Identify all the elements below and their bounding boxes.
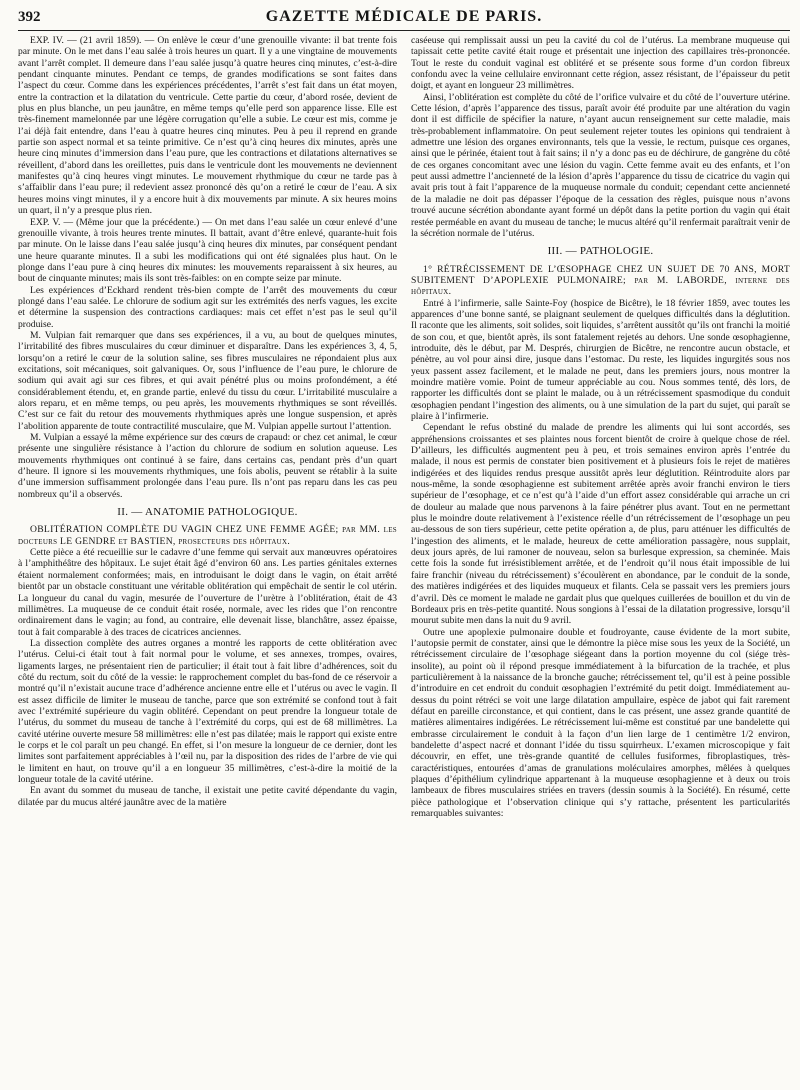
page-number: 392: [18, 9, 41, 25]
paragraph: M. Vulpian a essayé la même expérience sur des cœurs de crapaud: or chez cet animal, le cœur présente une singulière résistance à l’action du chlorure de sodium en solution aqueuse. Les mouvements rhythmiques ont continué à se faire, dans certains cas, pendant près d’un quart d’heure. Il ignore si les mouvements rhythmiques, une fois abolis, peuvent se rétablir à la suite d’une immersion suffisamment prolongée dans l’eau pure. Ils n’ont pas reparu dans les cas peu nombreux qu’il a observés.: [18, 432, 397, 500]
paragraph: Cependant le refus obstiné du malade de prendre les aliments qui lui sont accordés, ses appréhensions croissantes et ses plaintes nous forcent bientôt de croire à quelque chose de réel. D’ailleurs, les difficultés augmentent peu à peu, et trois semaines environ après l’entrée du malade, il nous est permis de constater bien positivement et à plusieurs fois le rejet de matières indigérées et des liquides rendus presque aussitôt après leur déglutition. Réintroduite alors par nous-même, la sonde œsophagienne est subitement arrêtée après avoir franchi environ le tiers supérieur de l’œsophage, et ce n’est qu’à l’aide d’un effort assez considérable qui arrache un cri de douleur au malade que nous parvenons à la faire pénétrer plus avant. Tout en ne permettant plus le moindre doute relativement à l’existence réelle d’un rétrécissement de l’œsophage un peu au-dessous de son tiers supérieur, cette petite opération a, de plus, paru atténuer les difficultés de l’ingestion des aliments, et le malade, heureux de cette amélioration passagère, nous supplait, deux jours après, de lui ramoner de nouveau, selon sa burlesque expression, sa cheminée. Mais cette fois la sonde fut irrésistiblement arrêtée, et de l’endroit qu’il nous était impossible de lui faire franchir (niveau du rétrécissement) s’écoulèrent en abondance, par le conduit de la sonde, des matières indigérées et des liquides muqueux et filants. Cela se passait vers les premiers jours d’avril. Dès ce moment le malade ne gardait plus que quelques cuillerées de bouillon et du vin de Bordeaux pris en très-petite quantité. Nous songions à l’essai de la dilatation progressive, lorsqu’il mourut subite men dans la nuit du 9 avril.: [411, 422, 790, 627]
left-column: [18, 35, 397, 819]
paragraph: caséeuse qui remplissait aussi un peu la cavité du col de l’utérus. La membrane muqueuse qui tapissait cette petite cavité était rouge et présentait une injection des capillaires très-prononcée. Tout le reste du conduit vaginal est oblitéré et se présente sous forme d’un cordon fibreux confondu avec la veine cellulaire environnant cette région, assez résistant, de l’épaisseur du petit doigt, et ayant en longueur 23 millimètres.: [411, 35, 790, 92]
paragraph: Les expériences d’Eckhard rendent très-bien compte de l’arrêt des mouvements du cœur plongé dans l’eau salée. Le chlorure de sodium agit sur les extrémités des nerfs vagues, les excite et détermine la suspension des contractions cardiaques: mais cet effet n’est pas le seul qu’il produise.: [18, 284, 397, 330]
columns: [18, 35, 790, 819]
paragraph: Entré à l’infirmerie, salle Sainte-Foy (hospice de Bicêtre), le 18 février 1859, avec toutes les apparences d’une bonne santé, se plaignant seulement de quelques difficultés dans la déglutition. Il raconte que les aliments, soit solides, soit liquides, s’arrêtent aussitôt qu’ils ont franchi la moitié de son cou, et que, bientôt après, ils sont fatalement rejetés au dehors. Une sonde œsophagienne, introduite, dès le début, par M. Després, chirurgien de Bicêtre, ne rencontre aucun obstacle, et pénètre, au vol pour ainsi dire, jusque dans l’estomac. Du reste, les liquides ingurgités sous nos yeux passent assez facilement, et le malade ne peut, dans les premiers jours, nous montrer la moindre matière vomie. Point de tumeur appréciable au cou. Nous sommes tenté, dès lors, de rapporter les difficultés dont se plaint le malade, ou à un rétrécissement spasmodique du conduit œsophagien pendant l’ingestion des aliments, ou à une simulation de la part du sujet, qui paraît se plaire à l’infirmerie.: [411, 297, 790, 422]
article-title: OBLITÉRATION COMPLÈTE DU VAGIN CHEZ UNE FEMME AGÉE; par MM. les docteurs LE GENDRE et BASTIEN, prosecteurs des hôpitaux.: [18, 524, 397, 547]
paragraph: Outre une apoplexie pulmonaire double et foudroyante, cause évidente de la mort subite, l’autopsie permit de constater, ainsi que le démontre la pièce mise sous les yeux de la Société, un rétrécissement circulaire de l’œsophage siégeant dans la portion moyenne du col (siége très-insolite), au point où il répond presque immédiatement à la bifurcation de la trachée, et plus particulièrement à la naissance de la bronche gauche; rétrécissement tel, qu’il est à peine possible d’introduire en cet endroit du conduit œsophagien l’extrémité du petit doigt. Immédiatement au-dessus du point rétréci se voit une large dilatation ampullaire, espèce de jabot qui fait rarement défaut en pareille circonstance, et qui contient, dans le cas présent, une assez grande quantité de matières alimentaires indigérées. Le rétrécissement lui-même est constitué par une bandelette qui embrasse circulairement le conduit à la façon d’un lien large de 1 centimètre 1/2 environ, bandelette d’aspect nacré et donnant l’idée du tissu squirrheux. L’examen microscopique y fait découvrir, en effet, une très-grande quantité de cellules fusiformes, fibroplastiques, très-caractéristiques, entourées d’amas de granulations moléculaires amorphes, mêlées à quelques plaques d’épithélium cylindrique appartenant à la muqueuse œsophagienne et à deux ou trois lambeaux de fibres musculaires striées en travers (dessin soumis à la Société). En résumé, cette pièce pathologique et l’observation clinique qui s’y rattache, présentent les particularités remarquables suivantes:: [411, 626, 790, 820]
section-heading: II. — ANATOMIE PATHOLOGIQUE.: [117, 506, 298, 519]
paragraph: M. Vulpian fait remarquer que dans ses expériences, il a vu, au bout de quelques minutes, l’irritabilité des fibres musculaires du cœur diminuer et disparaître. Dans les expériences 3, 4, 5, lorsqu’on a retiré le cœur de la solution saline, ses fibres musculaires ne répondaient plus aux excitations, soit mécaniques, soit galvaniques. Or, sous l’influence de l’eau pure, le chlorure de sodium qui avait agi sur ces fibres, et qui avait pénétré plus ou moins profondément, a été considérablement étendu, et, en grande partie, enlevé du tissu du cœur. L’irritabilité musculaire a alors reparu, et en même temps, ou peu après, les mouvements rhythmiques se sont réveillés. C’est sur ce fait du retour des mouvements rhythmiques après une longue suspension, et après l’abolition apparente de toute contractilité musculaire, que M. Vulpian appelle surtout l’attention.: [18, 329, 397, 432]
paragraph: Ainsi, l’oblitération est complète du côté de l’orifice vulvaire et du côté de l’ouverture utérine. Cette lésion, d’après l’apparence des tissus, paraît avoir été produite par une altération du vagin dont il est difficile de spécifier la nature, n’ayant aucun renseignement sur cette maladie, mais très-probablement inflammatoire. On peut seulement rejeter toutes les opinions qui tendraient à admettre une lésion des organes environnants, tels que la vessie, le rectum, puisque ces organes, ainsi que le périnée, étaient tout à fait sains; il n’y a donc pas eu de déchirure, de gangrène du côté de ces organes concomitant avec une lésion du vagin. Cette femme avait eu des enfants, et l’on peut aussi admettre l’ancienneté de la lésion d’après l’apparence du tissu de cicatrice du vagin qui avait pris tout à fait l’apparence de la muqueuse normale du conduit; cependant cette ancienneté de la maladie ne doit pas dépasser l’époque de la cessation des règles, puisque nous n’avons trouvé aucune sécrétion abondante ayant formé un dépôt dans la petite portion du vagin qui était restée perméable en avant du museau de tanche; le mucus altéré qu’il renfermait paraîtrait venir de la sécrétion normale de l’utérus.: [411, 91, 790, 239]
article-title: 1° RÉTRÉCISSEMENT DE L’ŒSOPHAGE CHEZ UN SUJET DE 70 ANS, MORT SUBITEMENT D’APOPLEXIE PULMONAIRE; par M. LABORDE, interne des hôpitaux.: [411, 263, 790, 298]
journal-title: GAZETTE MÉDICALE DE PARIS.: [265, 8, 543, 25]
right-column: [411, 35, 790, 819]
paragraph: EXP. IV. — (21 avril 1859). — On enlève le cœur d’une grenouille vivante: il bat trente fois par minute. On le met dans l’eau salée à trois heures un quart. Il y a une vingtaine de mouvements avant l’arrêt complet. Il demeure dans l’eau salée jusqu’à quatre heures cinq minutes, c’est-à-dire pendant cinquante minutes. Pendant ce temps, de grandes modifications se sont faites dans l’aspect du cœur. Comme dans les expériences précédentes, l’arrêt s’est fait dans un état moyen, entre la contraction et la dilatation du ventricule. Cette partie du cœur, d’abord rosée, devient de plus en plus blanche, un peu jaunâtre, en même temps qu’elle perd son apparence lisse. Elle est très-finement mamelonnée par une légère corrugation qu’elle a subie. Le cœur est mis, comme je l’ai déjà fait entendre, dans l’eau à quatre heures cinq minutes. Peu à peu il reprend en grande partie son aspect normal et sa teinte primitive. Ce n’est qu’à cinq heures dix minutes, après une heure cinq minutes d’immersion dans l’eau pure, que les contractions et dilatations alternatives se réveillent, d’abord dans les oreillettes, puis dans le ventricule dont les mouvements ne deviennent manifestes qu’à cinq heures vingt minutes. Le mouvement rhythmique du cœur ne tarde pas à s’affaiblir dans l’eau pure; il redevient assez prononcé dès qu’on a retiré le cœur de l’eau. A six heures moins vingt minutes, il y a encore huit à dix mouvements par minute. A six heures moins un quart, il n’y a presque plus rien.: [18, 35, 397, 217]
paragraph: En avant du sommet du museau de tanche, il existait une petite cavité dépendante du vagin, dilatée par du mucus altéré jaunâtre avec de la matière: [18, 785, 397, 808]
page-header: [18, 8, 790, 31]
paragraph: La dissection complète des autres organes a montré les rapports de cette oblitération avec l’utérus. Celui-ci était tout à fait normal pour le volume, et ses annexes, trompes, ovaires, ligaments larges, ne présentaient rien de particulier; il était tout à fait libre d’adhérences, soit du côté du rectum, soit du côté de la vessie: le rapprochement complet du bas-fond de ce réservoir a montré qu’il n’existait aucune trace d’adhérence ancienne entre elle et l’utérus ou avec le vagin. Il est assez difficile de limiter le museau de tanche, parce que son extrémité se confond tout à fait avec l’extrémité supérieure du vagin oblitéré. Cependant on peut prendre la longueur totale de l’utérus, du sommet du museau de tanche à l’extrémité du corps, qui est de 68 millimètres. La cavité utérine ouverte mesure 58 millimètres: elle n’est pas dilatée; mais le rapport qui existe entre le corps et le col paraît un peu changé. En effet, si l’on mesure la longueur de ce dernier, dont les limites sont parfaitement appréciables à l’œil nu, par la disposition des rides de l’arbre de vie qui le limitent en haut, on trouve qu’il a en longueur 35 millimètres, c’est-à-dire la moitié de la longueur totale de la cavité utérine.: [18, 637, 397, 785]
paragraph: EXP. V. — (Même jour que la précédente.) — On met dans l’eau salée un cœur enlevé d’une grenouille vivante, à trois heures trente minutes. Il battait, avant d’être enlevé, quarante-huit fois par minute. On le laisse dans l’eau salée jusqu’à cinq heures dix minutes, par conséquent pendant une heure quarante minutes. Il a subi les modifications qui ont été signalées plus haut. On le plonge dans l’eau pure à cinq heures dix minutes: les mouvements reparaissent à six heures, au bout de cinquante minutes; mais ils sont très-faibles: on en compte seize par minute.: [18, 216, 397, 285]
section-heading: III. — PATHOLOGIE.: [547, 245, 654, 258]
paragraph: Cette pièce a été recueillie sur le cadavre d’une femme qui servait aux manœuvres opératoires à l’amphithéâtre des hôpitaux. Le sujet était âgé d’environ 60 ans. Les parties génitales externes étaient normalement conformées; mais, en introduisant le doigt dans le vagin, on était arrêté bientôt par un obstacle constituant une véritable oblitération qui empêchait de sentir le col utérin. La longueur du canal du vagin, mesurée de l’ouverture de l’urètre à l’oblitération, était de 43 millimètres. La muqueuse de ce conduit était rosée, normale, avec les rides que l’on rencontre ordinairement dans le vagin; au fond, au contraire, elle devenait lisse, blanchâtre, assez épaisse, tout à fait comparable à des traces de cicatrices anciennes.: [18, 547, 397, 638]
